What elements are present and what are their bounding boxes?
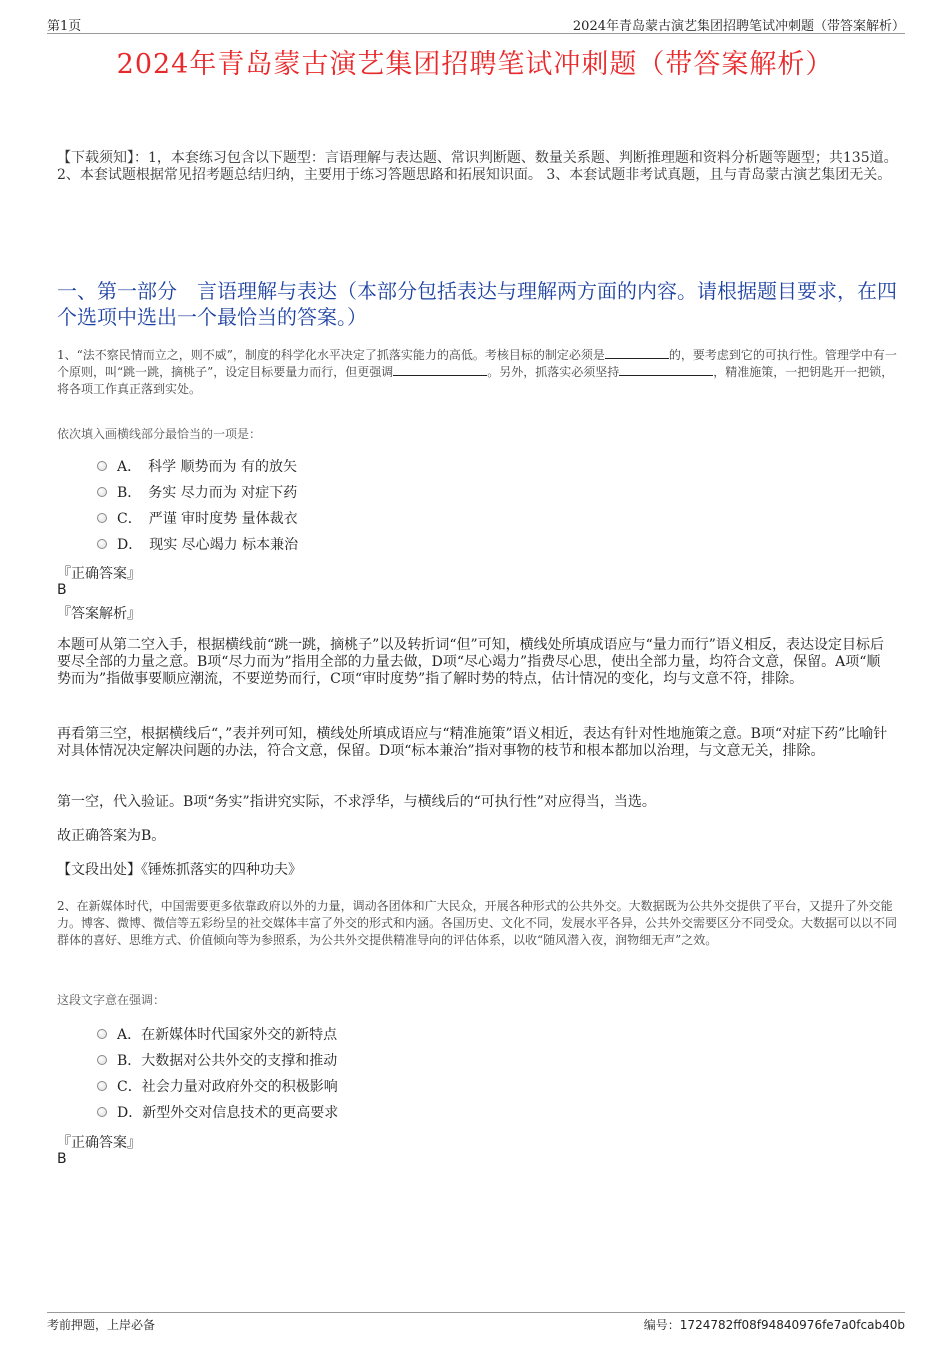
radio-icon[interactable] [97, 461, 107, 471]
page-footer [47, 1312, 905, 1336]
analysis-label: 『答案解析』 [57, 606, 141, 622]
source-citation: 【文段出处】《锤炼抓落实的四种功夫》 [57, 862, 302, 878]
analysis-paragraph: 第一空，代入验证。B项“务实”指讲究实际，不求浮华，与横线后的“可执行性”对应得当，当选。 [57, 794, 656, 810]
blank-3 [619, 364, 713, 376]
question-1-options [97, 453, 597, 557]
answer-label: 『正确答案』 [57, 566, 141, 582]
page-header [47, 14, 905, 34]
document-title: 2024年青岛蒙古演艺集团招聘笔试冲刺题（带答案解析） [116, 49, 834, 80]
option-c[interactable]: C． 严谨 审时度势 量体裁衣 [97, 505, 597, 531]
question-2-text: 2、在新媒体时代，中国需要更多依靠政府以外的力量，调动各团体和广大民众，开展各种形式的公共外交。大数据既为公共外交提供了平台，又提升了外交能力。博客、微博、微信等五彩纷呈的社交媒体丰富了外交的形式和内涵。各国历史、文化不同，发展水平各异，公共外交需要区分不同受众。大数据可以以不同群体的喜好、思维方式、价值倾向等为参照系，为公共外交提供精准导向的评估体系，以收“随风潜入夜，润物细无声”之效。 [57, 899, 898, 947]
option-d[interactable]: D． 现实 尽心竭力 标本兼治 [97, 531, 597, 557]
radio-icon[interactable] [97, 1055, 107, 1065]
radio-icon[interactable] [97, 513, 107, 523]
analysis-paragraph: 故正确答案为B。 [57, 828, 166, 844]
option-d[interactable]: D．新型外交对信息技术的更高要求 [97, 1099, 597, 1125]
radio-icon[interactable] [97, 487, 107, 497]
radio-icon[interactable] [97, 1081, 107, 1091]
option-a[interactable]: A． 科学 顺势而为 有的放矢 [97, 453, 597, 479]
page-number: 第1页 [47, 19, 82, 34]
question-1-prompt: 依次填入画横线部分最恰当的一项是： [57, 427, 262, 441]
option-c[interactable]: C．社会力量对政府外交的积极影响 [97, 1073, 597, 1099]
option-b[interactable]: B． 务实 尽力而为 对症下药 [97, 479, 597, 505]
question-2-options [97, 1021, 597, 1125]
radio-icon[interactable] [97, 539, 107, 549]
header-doc-title: 2024年青岛蒙古演艺集团招聘笔试冲刺题（带答案解析） [572, 19, 905, 34]
correct-answer: B [57, 582, 67, 598]
footer-slogan: 考前押题，上岸必备 [47, 1318, 156, 1332]
option-a[interactable]: A．在新媒体时代国家外交的新特点 [97, 1021, 597, 1047]
blank-2 [393, 364, 487, 376]
blank-1 [605, 347, 669, 359]
question-1-text: 1、“法不察民情而立之，则不威”，制度的科学化水平决定了抓落实能力的高低。考核目标的制定必须是 的，要考虑到它的可执行性。管理学中有一个原则，叫“跳一跳，摘桃子”，设定目标要量力而行，但更强调 。另外，抓落实必须坚持 ，精准施策，一把钥匙开一把锁，将各项工作真正落到实处。 [57, 348, 897, 396]
download-notice: 【下载须知】：1，本套练习包含以下题型：言语理解与表达题、常识判断题、数量关系题、判断推理题和资料分析题等题型；共135道。 2、本套试题根据常见招考题总结归纳，主要用于练习答题思路和拓展知识面。 3、本套试题非考试真题，且与青岛蒙古演艺集团无关。 [57, 150, 898, 183]
analysis-paragraph: 本题可从第二空入手，根据横线前“跳一跳，摘桃子”以及转折词“但”可知，横线处所填成语应与“量力而行”语义相反，表达设定目标后要尽全部的力量之意。B项“尽力而为”指用全部的力量去做，D项“尽心竭力”指费尽心思，使出全部力量，均符合文意，保留。A项“顺势而为”指做事要顺应潮流，不要逆势而行，C项“审时度势”指了解时势的特点，估计情况的变化，均与文意不符，排除。 [57, 637, 884, 687]
answer-label: 『正确答案』 [57, 1135, 141, 1151]
radio-icon[interactable] [97, 1107, 107, 1117]
analysis-paragraph: 再看第三空，根据横线后“，”表并列可知，横线处所填成语应与“精准施策”语义相近，表达有针对性地施策之意。B项“对症下药”比喻针对具体情况决定解决问题的办法，符合文意，保留。D项“标本兼治”指对事物的枝节和根本都加以治理，与文意无关，排除。 [57, 726, 888, 759]
option-b[interactable]: B．大数据对公共外交的支撑和推动 [97, 1047, 597, 1073]
question-2-prompt: 这段文字意在强调： [57, 993, 166, 1007]
section-title: 一、第一部分 言语理解与表达（本部分包括表达与理解两方面的内容。请根据题目要求，在四个选项中选出一个最恰当的答案。） [57, 279, 897, 329]
correct-answer: B [57, 1151, 67, 1167]
radio-icon[interactable] [97, 1029, 107, 1039]
footer-doc-id: 编号：1724782ff08f94840976fe7a0fcab40b [643, 1318, 905, 1332]
